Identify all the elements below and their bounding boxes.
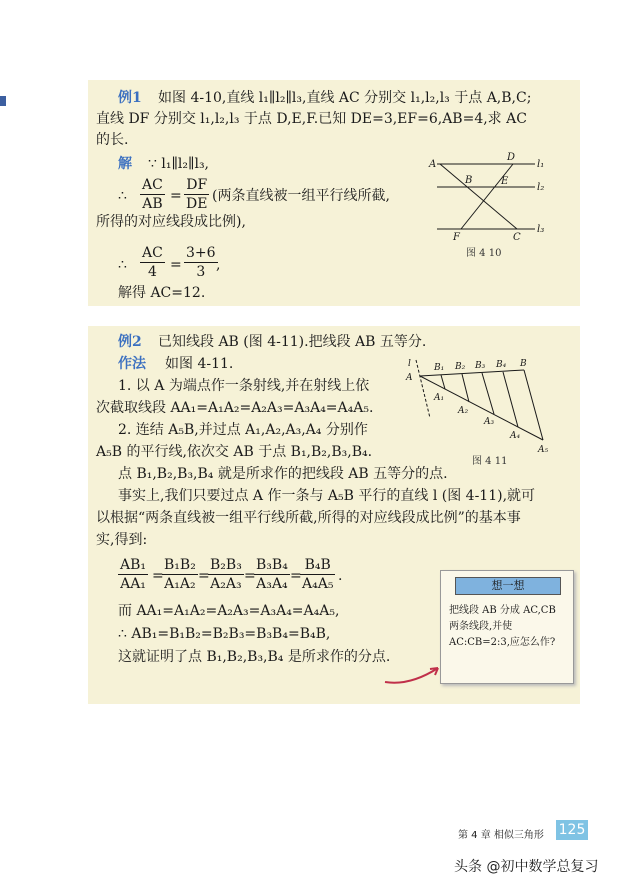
denominator: 4	[147, 264, 157, 280]
numerator: DF	[184, 176, 209, 195]
example1-label: 例1	[118, 90, 142, 106]
therefore-equal-line: ∴ AB₁=B₁B₂=B₂B₃=B₃B₄=B₄B,	[118, 626, 331, 642]
denominator: A₂A₃	[210, 576, 242, 592]
parallel-2	[462, 374, 469, 402]
parallel-3	[482, 373, 494, 414]
comma: ,	[216, 257, 221, 273]
therefore-symbol: ∴	[118, 257, 127, 273]
think-note-title: 想一想	[455, 577, 561, 595]
label-C: C	[513, 232, 521, 243]
denominator: AB	[142, 196, 163, 212]
example1-line1: 如图 4-10,直线 l₁∥l₂∥l₃,直线 AC 分别交 l₁,l₂,l₃ 于点 A,B,C;	[158, 90, 532, 106]
reason-text-2: 所得的对应线段成比例),	[96, 214, 246, 230]
label-l1: l₁	[537, 159, 545, 170]
label-F: F	[453, 232, 460, 243]
fraction-9-3	[184, 244, 221, 281]
label-A1: A₁	[434, 393, 445, 403]
denominator: A₃A₄	[256, 576, 288, 592]
label-B1: B₁	[434, 363, 445, 373]
example1-line3: 的长.	[96, 132, 129, 148]
denominator: A₁A₂	[164, 576, 196, 592]
period: .	[338, 568, 343, 584]
label-A5: A₅	[538, 445, 549, 455]
solution-given: ∵ l₁∥l₂∥l₃,	[148, 156, 210, 172]
numerator: B₃B₄	[256, 557, 288, 573]
numerator: B₄B	[300, 556, 335, 575]
fact-line-3: 实,得到:	[96, 532, 148, 548]
label-B4: B₄	[496, 360, 507, 370]
ratio-3	[208, 556, 244, 593]
think-note	[440, 570, 574, 684]
page-edge-marker	[0, 96, 6, 106]
example1-line2: 直线 DF 分别交 l₁,l₂,l₃ 于点 D,E,F.已知 DE=3,EF=6,AB=4,求 AC	[96, 111, 527, 127]
fact-line-1: 事实上,我们只要过点 A 作一条与 A₅B 平行的直线 l (图 4-11),就可	[118, 488, 536, 504]
ratio-2	[162, 556, 198, 593]
example2-label: 例2	[118, 334, 142, 350]
equals-sign: =	[290, 568, 302, 584]
page-number: 125	[556, 820, 588, 840]
denominator: 3	[196, 264, 206, 280]
therefore-symbol: ∴	[118, 188, 127, 204]
parallel-4	[503, 372, 518, 427]
label-A2: A₂	[458, 406, 469, 416]
think-note-body: 把线段 AB 分成 AC,CB 两条线段,并使 AC:CB=2:3,应怎么作?	[449, 605, 556, 648]
numerator: AC	[142, 245, 163, 261]
fact-line-2: 以根据“两条直线被一组平行线所截,所得的对应线段成比例”的基本事	[96, 510, 521, 526]
line-l	[416, 360, 430, 418]
step2-line-b: A₅B 的平行线,依次交 AB 于点 B₁,B₂,B₃,B₄.	[96, 444, 373, 460]
watermark: 头条 @初中数学总复习	[454, 859, 599, 875]
figure-4-10-caption: 图 4 10	[466, 248, 502, 259]
label-B: B	[465, 175, 473, 186]
label-A4: A₄	[510, 431, 521, 441]
method-label: 作法	[118, 356, 146, 372]
fraction-df-de	[184, 176, 209, 213]
chapter-footer: 第 4 章 相似三角形	[458, 830, 544, 841]
equals-sign: =	[170, 257, 182, 273]
equal-segments-line: 而 AA₁=A₁A₂=A₂A₃=A₃A₄=A₄A₅,	[118, 603, 340, 619]
method-ref: 如图 4-11.	[165, 356, 234, 372]
equals-sign: =	[152, 568, 164, 584]
figure-4-11	[400, 356, 560, 461]
numerator: B₁B₂	[164, 557, 196, 573]
solution-label: 解	[118, 156, 132, 172]
label-B3: B₃	[475, 361, 486, 371]
label-A: A	[406, 373, 413, 383]
reason-text: (两条直线被一组平行线所截,	[212, 188, 390, 204]
numerator: 3+6	[186, 245, 216, 261]
equals-sign: =	[170, 188, 182, 204]
example1-result: 解得 AC=12.	[118, 285, 206, 301]
label-l: l	[408, 359, 411, 369]
example2-line1: 已知线段 AB (图 4-11).把线段 AB 五等分.	[158, 334, 427, 350]
pointer-arrow-icon	[380, 660, 450, 690]
line-a5b	[524, 370, 543, 440]
step1-line-b: 次截取线段 AA₁=A₁A₂=A₂A₃=A₃A₄=A₄A₅.	[96, 400, 374, 416]
denominator: DE	[186, 196, 208, 212]
label-B: B	[520, 359, 527, 369]
label-l2: l₂	[537, 182, 545, 193]
figure-4-11-caption: 图 4 11	[472, 456, 508, 467]
step1-line-a: 1. 以 A 为端点作一条射线,并在射线上依	[118, 378, 370, 394]
label-D: D	[507, 152, 516, 163]
denominator: A₄A₅	[302, 576, 334, 592]
ratio-4	[254, 556, 290, 593]
equals-sign: =	[244, 568, 256, 584]
numerator: AC	[142, 177, 163, 193]
label-B2: B₂	[455, 362, 466, 372]
label-A: A	[429, 159, 437, 170]
step2-line-a: 2. 连结 A₅B,并过点 A₁,A₂,A₃,A₄ 分别作	[118, 422, 368, 438]
label-l3: l₃	[537, 224, 545, 235]
equals-sign: =	[198, 568, 210, 584]
ratio-5	[300, 556, 335, 593]
ray-a	[420, 376, 543, 440]
denominator: AA₁	[120, 576, 146, 592]
fraction-ac-4	[140, 244, 165, 281]
label-E: E	[501, 176, 509, 187]
numerator: B₂B₃	[210, 557, 242, 573]
label-A3: A₃	[484, 417, 495, 427]
conclusion-line: 这就证明了点 B₁,B₂,B₃,B₄ 是所求作的分点.	[118, 649, 391, 665]
fraction-ac-ab	[140, 176, 165, 213]
numerator: AB₁	[120, 557, 147, 573]
step3-line: 点 B₁,B₂,B₃,B₄ 就是所求作的把线段 AB 五等分的点.	[118, 466, 448, 482]
ratio-1	[118, 556, 148, 593]
